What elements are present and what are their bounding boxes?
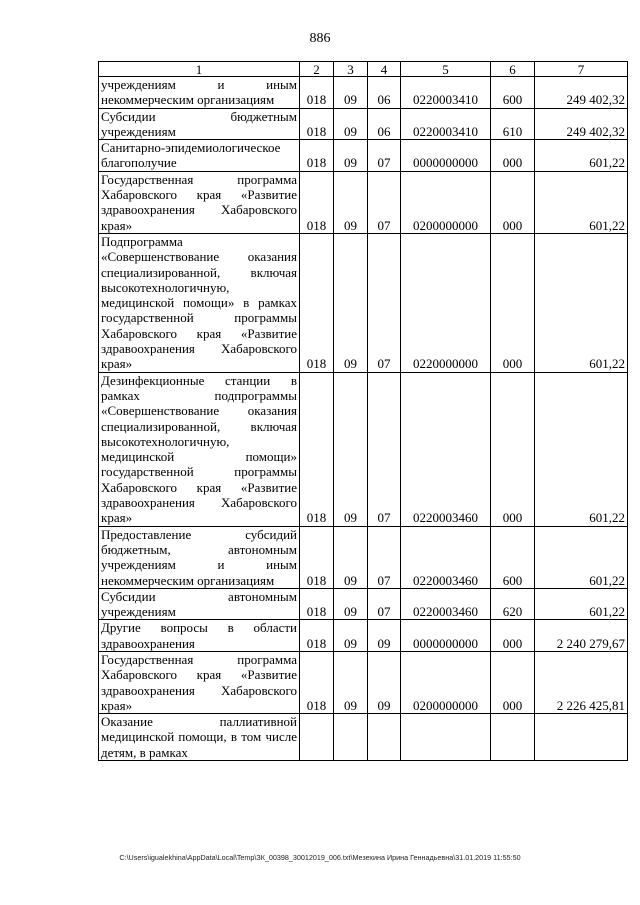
target-article-cell: 0200000000 xyxy=(401,651,491,713)
item-name-cell: Субсидии автономным учреждениям xyxy=(99,588,300,620)
amount-cell: 2 226 425,81 xyxy=(535,651,628,713)
item-name-cell: Государственная программа Хабаровского края «Развитие здравоохранения Хабаровского края» xyxy=(99,171,300,233)
table-row xyxy=(99,651,628,713)
expense-type-cell: 620 xyxy=(491,588,535,620)
target-article-cell: 0220003410 xyxy=(401,77,491,109)
amount-cell: 249 402,32 xyxy=(535,108,628,140)
ministry-code-cell: 018 xyxy=(300,372,334,526)
amount-cell xyxy=(535,714,628,761)
amount-cell: 601,22 xyxy=(535,140,628,172)
target-article-cell: 0220003410 xyxy=(401,108,491,140)
column-header-4: 4 xyxy=(368,62,401,77)
ministry-code-cell xyxy=(300,714,334,761)
item-name-cell: Субсидии бюджетным учреждениям xyxy=(99,108,300,140)
document-path-footer: C:\Users\igualekhina\AppData\Local\Temp\ЗК_00398_30012019_006.txt\Мезехина Ирина Геннадьевна\31.01.2019 11:55:50 xyxy=(119,853,521,862)
item-name-cell: учреждениям и иным некоммерческим организациям xyxy=(99,77,300,109)
section-code-cell: 09 xyxy=(334,651,368,713)
subsection-code-cell: 07 xyxy=(368,588,401,620)
expense-type-cell: 000 xyxy=(491,372,535,526)
expense-type-cell: 600 xyxy=(491,77,535,109)
target-article-cell: 0000000000 xyxy=(401,620,491,652)
expense-type-cell xyxy=(491,714,535,761)
amount-cell: 249 402,32 xyxy=(535,77,628,109)
subsection-code-cell xyxy=(368,714,401,761)
item-name-cell: Дезинфекционные станции в рамках подпрограммы «Совершенствование оказания специализированной, включая высокотехнологичную, медицинской помощи» государственной программы Хабаровского края «Развитие здравоохранения Хабаровского края» xyxy=(99,372,300,526)
section-code-cell: 09 xyxy=(334,372,368,526)
table-row xyxy=(99,233,628,372)
section-code-cell: 09 xyxy=(334,620,368,652)
ministry-code-cell: 018 xyxy=(300,620,334,652)
item-name-cell: Другие вопросы в области здравоохранения xyxy=(99,620,300,652)
column-header-5: 5 xyxy=(401,62,491,77)
expense-type-cell: 000 xyxy=(491,651,535,713)
ministry-code-cell: 018 xyxy=(300,651,334,713)
target-article-cell: 0220000000 xyxy=(401,233,491,372)
table-row xyxy=(99,140,628,172)
target-article-cell: 0220003460 xyxy=(401,526,491,588)
expense-type-cell: 000 xyxy=(491,140,535,172)
section-code-cell xyxy=(334,714,368,761)
target-article-cell: 0220003460 xyxy=(401,372,491,526)
item-name-cell: Государственная программа Хабаровского края «Развитие здравоохранения Хабаровского края» xyxy=(99,651,300,713)
subsection-code-cell: 06 xyxy=(368,108,401,140)
section-code-cell: 09 xyxy=(334,171,368,233)
table-row xyxy=(99,526,628,588)
section-code-cell: 09 xyxy=(334,108,368,140)
table-body xyxy=(99,77,628,761)
subsection-code-cell: 07 xyxy=(368,372,401,526)
subsection-code-cell: 07 xyxy=(368,171,401,233)
table-row xyxy=(99,372,628,526)
item-name-cell: Оказание паллиативной медицинской помощи, в том числе детям, в рамках xyxy=(99,714,300,761)
ministry-code-cell: 018 xyxy=(300,108,334,140)
expense-type-cell: 000 xyxy=(491,233,535,372)
page-number: 886 xyxy=(309,31,331,46)
column-header-6: 6 xyxy=(491,62,535,77)
section-code-cell: 09 xyxy=(334,588,368,620)
item-name-cell: Предоставление субсидий бюджетным, автономным учреждениям и иным некоммерческим организациям xyxy=(99,526,300,588)
expense-type-cell: 600 xyxy=(491,526,535,588)
expense-type-cell: 000 xyxy=(491,620,535,652)
section-code-cell: 09 xyxy=(334,77,368,109)
table-row xyxy=(99,588,628,620)
amount-cell: 601,22 xyxy=(535,372,628,526)
subsection-code-cell: 09 xyxy=(368,651,401,713)
ministry-code-cell: 018 xyxy=(300,77,334,109)
section-code-cell: 09 xyxy=(334,140,368,172)
subsection-code-cell: 06 xyxy=(368,77,401,109)
section-code-cell: 09 xyxy=(334,526,368,588)
amount-cell: 2 240 279,67 xyxy=(535,620,628,652)
table-header-row xyxy=(99,62,628,77)
column-header-2: 2 xyxy=(300,62,334,77)
item-name-cell: Подпрограмма «Совершенствование оказания специализированной, включая высокотехнологичную, медицинской помощи» в рамках государственной программы Хабаровского края «Развитие здравоохранения Хабаровского края» xyxy=(99,233,300,372)
ministry-code-cell: 018 xyxy=(300,140,334,172)
amount-cell: 601,22 xyxy=(535,526,628,588)
ministry-code-cell: 018 xyxy=(300,233,334,372)
table-row xyxy=(99,108,628,140)
amount-cell: 601,22 xyxy=(535,171,628,233)
section-code-cell: 09 xyxy=(334,233,368,372)
expense-type-cell: 610 xyxy=(491,108,535,140)
table-row xyxy=(99,77,628,109)
target-article-cell: 0200000000 xyxy=(401,171,491,233)
amount-cell: 601,22 xyxy=(535,233,628,372)
column-header-3: 3 xyxy=(334,62,368,77)
subsection-code-cell: 07 xyxy=(368,526,401,588)
subsection-code-cell: 07 xyxy=(368,140,401,172)
table-row xyxy=(99,714,628,761)
column-header-7: 7 xyxy=(535,62,628,77)
budget-table xyxy=(98,61,628,761)
subsection-code-cell: 09 xyxy=(368,620,401,652)
subsection-code-cell: 07 xyxy=(368,233,401,372)
amount-cell: 601,22 xyxy=(535,588,628,620)
item-name-cell: Санитарно-эпидемиологическое благополучие xyxy=(99,140,300,172)
table-row xyxy=(99,620,628,652)
ministry-code-cell: 018 xyxy=(300,526,334,588)
ministry-code-cell: 018 xyxy=(300,588,334,620)
column-header-1: 1 xyxy=(99,62,300,77)
expense-type-cell: 000 xyxy=(491,171,535,233)
target-article-cell: 0000000000 xyxy=(401,140,491,172)
target-article-cell: 0220003460 xyxy=(401,588,491,620)
ministry-code-cell: 018 xyxy=(300,171,334,233)
target-article-cell xyxy=(401,714,491,761)
table-row xyxy=(99,171,628,233)
